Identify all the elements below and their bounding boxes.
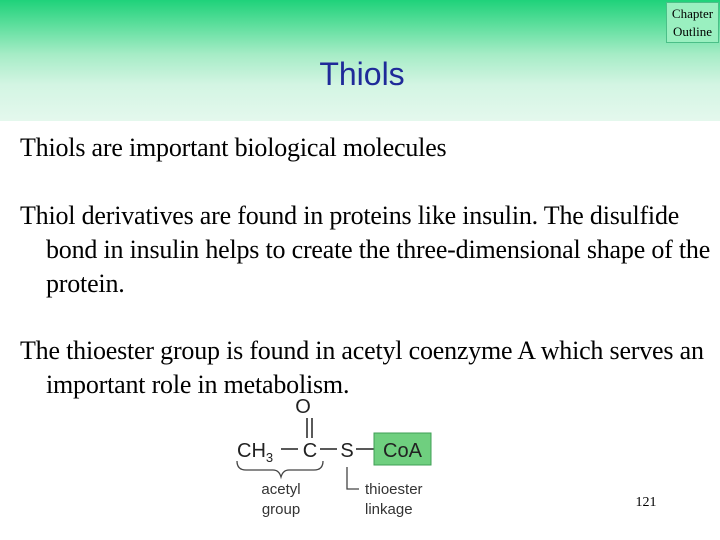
methyl-group bbox=[237, 440, 273, 465]
acetyl-coa-structure bbox=[228, 394, 468, 520]
chapter-label: Chapter bbox=[671, 6, 714, 21]
thioester-label-line1: thioester bbox=[365, 481, 423, 498]
oxygen-atom: O bbox=[295, 396, 311, 418]
sulfur-atom: S bbox=[340, 440, 354, 462]
page-number: 121 bbox=[635, 495, 657, 510]
thioester-label-line2: linkage bbox=[365, 501, 413, 518]
thioester-pointer bbox=[347, 467, 359, 489]
acetyl-brace bbox=[237, 461, 323, 477]
methyl-subscript: 3 bbox=[265, 450, 274, 465]
slide-title: Thiols bbox=[319, 56, 405, 92]
coa-label: CoA bbox=[383, 440, 422, 462]
outline-label: Outline bbox=[673, 24, 712, 39]
carbonyl-carbon: C bbox=[302, 440, 318, 462]
chapter-outline-button[interactable] bbox=[666, 2, 719, 43]
acetyl-label-line1: acetyl bbox=[261, 481, 301, 498]
methyl-ch: CH bbox=[237, 440, 266, 462]
paragraph-thioester: The thioester group is found in acetyl coenzyme A which serves an important role in metabolism. bbox=[20, 336, 704, 399]
paragraph-insulin: Thiol derivatives are found in proteins like insulin. The disulfide bond in insulin helps to create the three-dimensional shape of the protein. bbox=[20, 201, 711, 298]
acetyl-label-line2: group bbox=[261, 501, 301, 518]
paragraph-intro: Thiols are important biological molecules bbox=[20, 133, 447, 162]
